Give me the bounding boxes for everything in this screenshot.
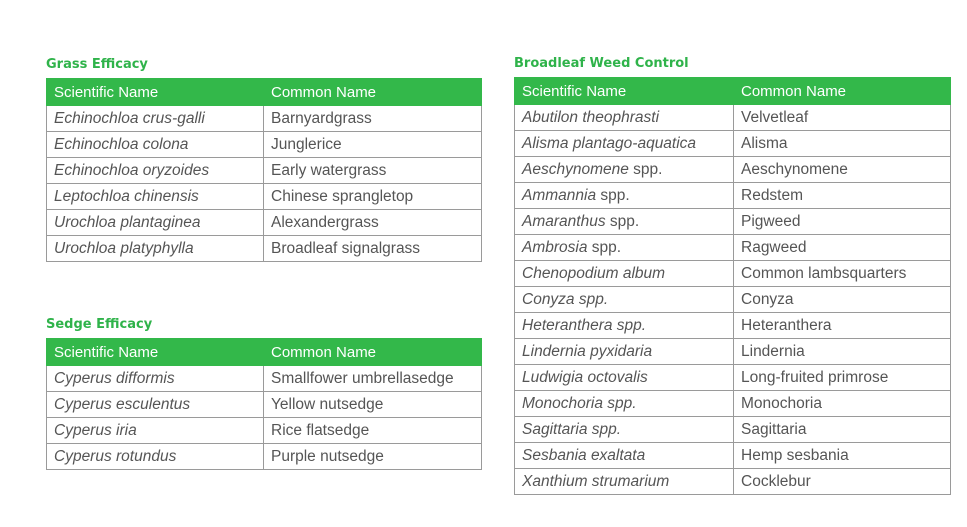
common-name-cell: Junglerice <box>264 132 482 158</box>
scientific-name-cell <box>515 131 734 157</box>
scientific-name-text: Urochloa platyphylla <box>54 239 194 257</box>
scientific-name-cell <box>47 392 264 418</box>
scientific-name-text: Sesbania exaltata <box>522 446 646 464</box>
common-name-cell: Heteranthera <box>734 313 951 339</box>
table-row <box>47 392 482 418</box>
scientific-name-text: Conyza spp. <box>522 290 609 308</box>
common-name-cell: Sagittaria <box>734 417 951 443</box>
scientific-name-text: Leptochloa chinensis <box>54 187 199 205</box>
scientific-name-cell <box>515 287 734 313</box>
scientific-name-cell <box>515 469 734 495</box>
common-name-cell: Cocklebur <box>734 469 951 495</box>
scientific-name-cell <box>515 183 734 209</box>
table-row <box>47 210 482 236</box>
grass-efficacy-title: Grass Efficacy <box>46 57 148 72</box>
common-name-cell: Monochoria <box>734 391 951 417</box>
scientific-name-text: Echinochloa colona <box>54 135 189 153</box>
table-row <box>47 236 482 262</box>
table-header-row <box>47 339 482 366</box>
table-header-row <box>515 78 951 105</box>
scientific-name-text: Cyperus difformis <box>54 369 175 387</box>
common-name-cell: Velvetleaf <box>734 105 951 131</box>
scientific-name-cell <box>515 417 734 443</box>
common-name-cell: Redstem <box>734 183 951 209</box>
scientific-name-cell <box>515 313 734 339</box>
common-name-cell: Pigweed <box>734 209 951 235</box>
scientific-name-text: Cyperus iria <box>54 421 137 439</box>
species-suffix: spp. <box>587 238 622 256</box>
scientific-name-cell <box>515 157 734 183</box>
table-header-row <box>47 79 482 106</box>
scientific-name-text: Ludwigia octovalis <box>522 368 648 386</box>
broadleaf-weed-control-section <box>514 56 951 495</box>
scientific-name-cell <box>47 106 264 132</box>
common-name-cell: Rice flatsedge <box>264 418 482 444</box>
common-name-cell: Alisma <box>734 131 951 157</box>
table-row <box>515 339 951 365</box>
scientific-name-text: Cyperus rotundus <box>54 447 177 465</box>
scientific-name-cell <box>515 105 734 131</box>
sedge-efficacy-title: Sedge Efficacy <box>46 317 153 332</box>
table-row <box>515 209 951 235</box>
table-row <box>515 261 951 287</box>
scientific-name-cell <box>515 339 734 365</box>
common-name-cell: Chinese sprangletop <box>264 184 482 210</box>
scientific-name-text: Chenopodium album <box>522 264 666 282</box>
scientific-name-text: Ambrosia <box>522 238 588 256</box>
common-name-cell: Broadleaf signalgrass <box>264 236 482 262</box>
table-row <box>47 444 482 470</box>
scientific-name-text: Cyperus esculentus <box>54 395 191 413</box>
table-row <box>47 158 482 184</box>
scientific-name-cell <box>515 209 734 235</box>
common-name-cell: Lindernia <box>734 339 951 365</box>
table-row <box>515 417 951 443</box>
broadleaf-weed-control-table <box>514 77 951 495</box>
common-name-cell: Smallfower umbrellasedge <box>264 366 482 392</box>
table-row <box>515 365 951 391</box>
scientific-name-cell <box>47 366 264 392</box>
header-common-name: Common Name <box>264 79 482 106</box>
table-row <box>515 443 951 469</box>
table-row <box>515 469 951 495</box>
scientific-name-text: Monochoria spp. <box>522 394 637 412</box>
common-name-cell: Early watergrass <box>264 158 482 184</box>
scientific-name-cell <box>515 261 734 287</box>
scientific-name-cell <box>515 443 734 469</box>
header-scientific-name: Scientific Name <box>47 79 264 106</box>
sedge-efficacy-section <box>46 317 482 470</box>
table-row <box>47 184 482 210</box>
scientific-name-cell <box>47 184 264 210</box>
table-row <box>515 313 951 339</box>
table-row <box>515 105 951 131</box>
table-row <box>515 235 951 261</box>
table-row <box>47 132 482 158</box>
common-name-cell: Conyza <box>734 287 951 313</box>
scientific-name-cell <box>47 444 264 470</box>
common-name-cell: Aeschynomene <box>734 157 951 183</box>
common-name-cell: Yellow nutsedge <box>264 392 482 418</box>
common-name-cell: Common lambsquarters <box>734 261 951 287</box>
species-suffix: spp. <box>596 186 630 204</box>
scientific-name-text: Ammannia <box>522 186 597 204</box>
scientific-name-cell <box>515 365 734 391</box>
scientific-name-text: Echinochloa crus-galli <box>54 109 205 127</box>
scientific-name-cell <box>47 418 264 444</box>
scientific-name-text: Sagittaria spp. <box>522 420 622 438</box>
common-name-cell: Ragweed <box>734 235 951 261</box>
table-row <box>515 131 951 157</box>
scientific-name-text: Alisma plantago-aquatica <box>522 134 697 152</box>
sedge-efficacy-table <box>46 338 482 470</box>
scientific-name-cell <box>515 235 734 261</box>
scientific-name-cell <box>47 158 264 184</box>
common-name-cell: Barnyardgrass <box>264 106 482 132</box>
scientific-name-cell <box>47 132 264 158</box>
broadleaf-weed-control-title: Broadleaf Weed Control <box>514 56 689 71</box>
scientific-name-text: Abutilon theophrasti <box>522 108 660 126</box>
scientific-name-cell <box>47 210 264 236</box>
header-common-name: Common Name <box>264 339 482 366</box>
table-row <box>47 418 482 444</box>
scientific-name-text: Xanthium strumarium <box>522 472 670 490</box>
common-name-cell: Hemp sesbania <box>734 443 951 469</box>
grass-efficacy-table <box>46 78 482 262</box>
header-scientific-name: Scientific Name <box>515 78 734 105</box>
grass-efficacy-section <box>46 57 482 262</box>
header-scientific-name: Scientific Name <box>47 339 264 366</box>
scientific-name-text: Amaranthus <box>522 212 606 230</box>
scientific-name-text: Aeschynomene <box>522 160 629 178</box>
scientific-name-cell <box>515 391 734 417</box>
table-row <box>47 106 482 132</box>
table-row <box>515 287 951 313</box>
common-name-cell: Alexandergrass <box>264 210 482 236</box>
species-suffix: spp. <box>628 160 663 178</box>
species-suffix: spp. <box>605 212 640 230</box>
common-name-cell: Purple nutsedge <box>264 444 482 470</box>
table-row <box>47 366 482 392</box>
scientific-name-cell <box>47 236 264 262</box>
scientific-name-text: Heteranthera spp. <box>522 316 647 334</box>
common-name-cell: Long-fruited primrose <box>734 365 951 391</box>
scientific-name-text: Echinochloa oryzoides <box>54 161 210 179</box>
header-common-name: Common Name <box>734 78 951 105</box>
table-row <box>515 183 951 209</box>
scientific-name-text: Urochloa plantaginea <box>54 213 201 231</box>
scientific-name-text: Lindernia pyxidaria <box>522 342 653 360</box>
table-row <box>515 157 951 183</box>
table-row <box>515 391 951 417</box>
